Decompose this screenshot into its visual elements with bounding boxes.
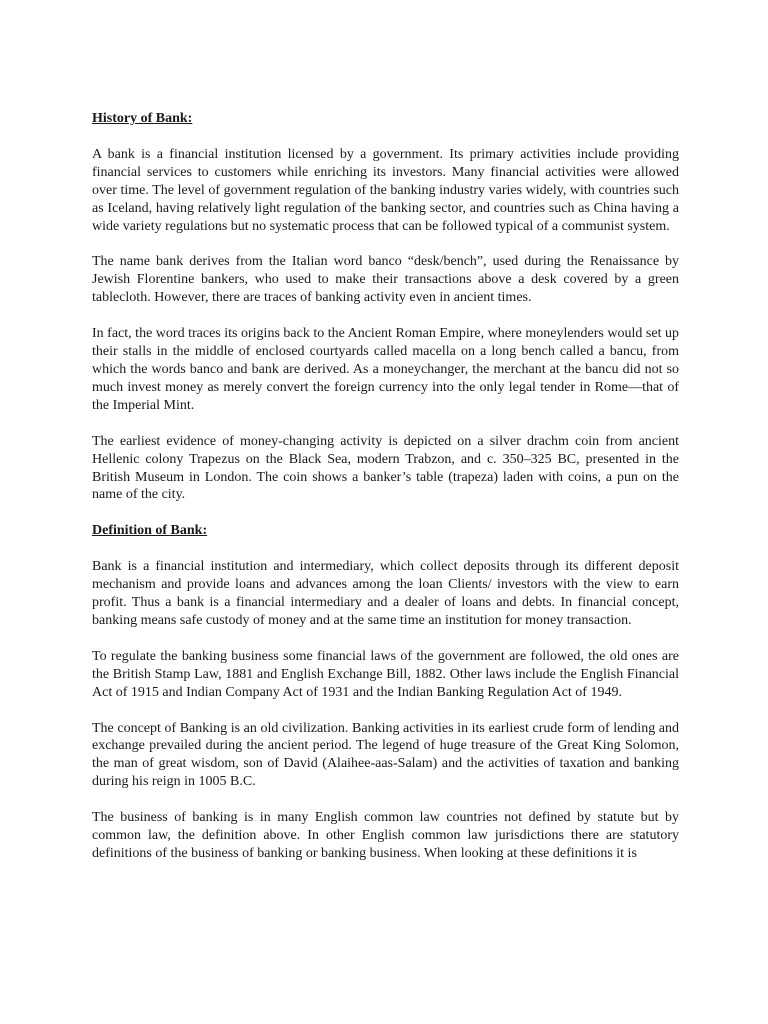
section-definition-of-bank — [92, 522, 679, 863]
document-body — [92, 110, 679, 863]
paragraph-earliest-evidence: The earliest evidence of money-changing activity is depicted on a silver drachm coin from ancient Hellenic colony Trapezus on the Black Sea, modern Trabzon, and c. 350–325 BC, presented in the British Museum in London. The coin shows a banker’s table (trapeza) laden with coins, a pun on the name of the city. — [92, 433, 679, 503]
paragraph-bank-overview: A bank is a financial institution licensed by a government. Its primary activities include providing financial services to customers while enriching its investors. Many financial activities were allowed over time. The level of government regulation of the banking industry varies widely, with countries such as Iceland, having relatively light regulation of the banking sector, and countries such as China having a wide variety regulations but no systematic process that can be followed typical of a communist system. — [92, 146, 679, 234]
paragraph-roman-origins: In fact, the word traces its origins back to the Ancient Roman Empire, where moneylenders would set up their stalls in the middle of enclosed courtyards called macella on a long bench called a bancu, from which the words banco and bank are derived. As a moneychanger, the merchant at the bancu did not so much invest money as merely convert the foreign currency into the only legal tender in Rome—that of the Imperial Mint. — [92, 326, 679, 413]
heading-history-of-bank: History of Bank: — [92, 111, 193, 126]
paragraph-common-law: The business of banking is in many English common law countries not defined by statute but by common law, the definition above. In other English common law jurisdictions there are statutory definitions of the business of banking or banking business. When looking at these definitions it is — [92, 810, 679, 861]
heading-definition-of-bank: Definition of Bank: — [92, 523, 208, 539]
paragraph-banking-laws: To regulate the banking business some financial laws of the government are followed, the old ones are the British Stamp Law, 1881 and English Exchange Bill, 1882. Other laws include the English Financial Act of 1915 and Indian Company Act of 1931 and the Indian Banking Regulation Act of 1949. — [92, 648, 679, 700]
paragraph-name-origin: The name bank derives from the Italian word banco “desk/bench”, used during the Renaissance by Jewish Florentine bankers, who used to make their transactions above a desk covered by a green tablecloth. However, there are traces of banking activity even in ancient times. — [92, 254, 679, 306]
section-history-of-bank — [92, 110, 679, 504]
paragraph-old-civilization: The concept of Banking is an old civilization. Banking activities in its earliest crude form of lending and exchange prevailed during the ancient period. The legend of huge treasure of the Great King Solomon, the man of great wisdom, son of David (Alaihee-aas-Salam) and the activities of taxation and banking during his reign in 1005 B.C. — [92, 720, 679, 790]
paragraph-bank-definition: Bank is a financial institution and intermediary, which collect deposits through its different deposit mechanism and provide loans and advances among the loan Clients/ investors with the view to earn profit. Thus a bank is a financial intermediary and a dealer of loans and debts. In financial concept, banking means safe custody of money and at the same time an institution for money transaction. — [92, 559, 679, 628]
